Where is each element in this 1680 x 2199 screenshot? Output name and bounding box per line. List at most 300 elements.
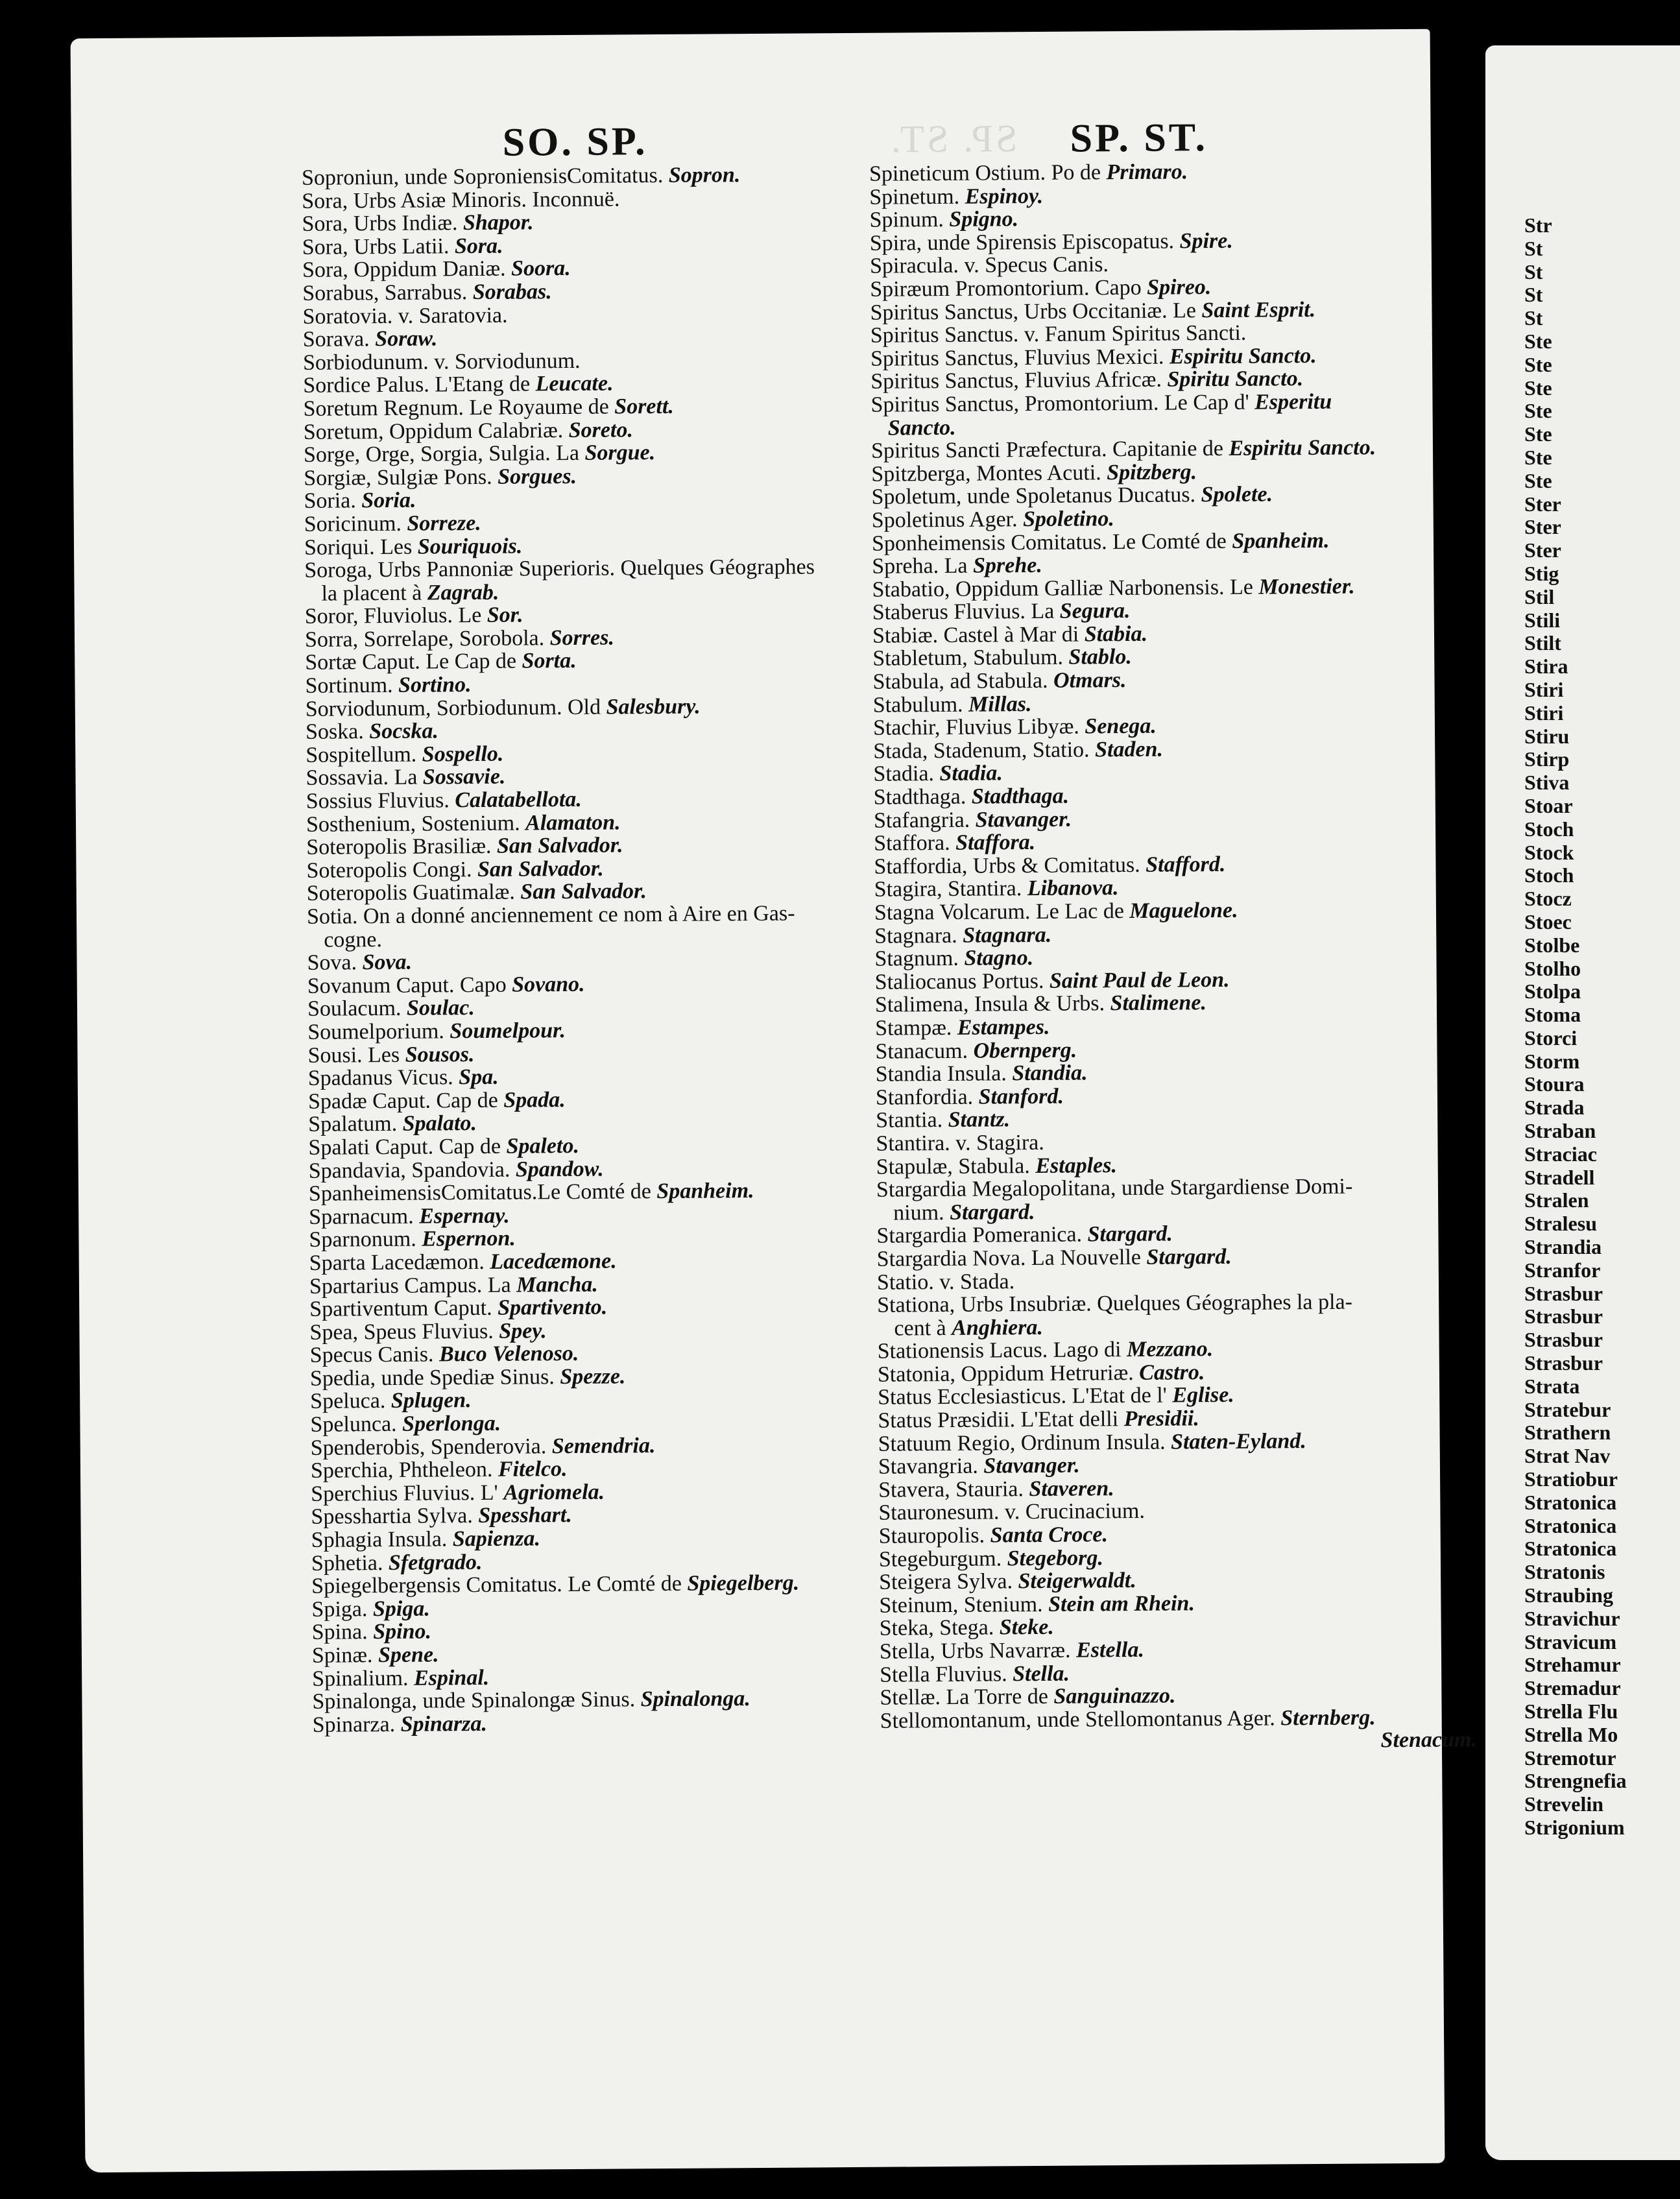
entry-latin: Stellæ. La Torre de <box>880 1685 1049 1710</box>
adjacent-fragment: Strasbur <box>1524 1304 1603 1328</box>
entry-vernacular: Primaro. <box>1106 160 1188 185</box>
entry-vernacular: Stablo. <box>1068 645 1132 670</box>
entry-latin: Spoletinus Ager. <box>871 507 1018 533</box>
adjacent-fragment: Stratonica <box>1524 1513 1617 1537</box>
entry-latin: Spiritus Sanctus, Urbs Occitaniæ. Le <box>870 298 1197 325</box>
entry-latin: Spadæ Caput. Cap de <box>307 1088 498 1114</box>
entry-latin: Soteropolis Congi. <box>306 857 472 883</box>
entry-vernacular: Soreto. <box>568 417 634 442</box>
entry-vernacular: Stein am Rhein. <box>1048 1591 1195 1616</box>
entry-latin: Sorava. <box>302 327 370 352</box>
adjacent-fragment: Ste <box>1524 329 1552 353</box>
entry-vernacular: Spanheim. <box>1232 528 1330 553</box>
entry-latin: Stagna Volcarum. Le Lac de <box>874 899 1124 925</box>
entry-vernacular: Spalato. <box>402 1111 477 1136</box>
adjacent-fragment: Stiva <box>1524 771 1570 795</box>
adjacent-fragment: Stratonis <box>1524 1560 1605 1584</box>
entry-vernacular: Eglise. <box>1172 1383 1234 1408</box>
entry-vernacular: Staveren. <box>1029 1476 1114 1501</box>
adjacent-fragment: Ste <box>1524 376 1552 400</box>
entry-vernacular: Spinalonga. <box>640 1687 750 1712</box>
entry-vernacular: Calatabellota. <box>455 787 582 813</box>
left-column <box>302 162 961 1736</box>
entry-latin: Spira, unde Spirensis Episcopatus. <box>869 229 1175 256</box>
adjacent-fragment: Strathern <box>1524 1421 1611 1445</box>
entry-vernacular: Spire. <box>1179 228 1233 254</box>
adjacent-fragment: Strehamur <box>1524 1653 1621 1677</box>
entry-latin: Sosthenium, Sostenium. <box>306 811 520 837</box>
entry-latin: Spinarza. <box>312 1712 396 1737</box>
entry-vernacular: Spandow. <box>515 1157 604 1182</box>
entry-vernacular: San Salvador. <box>520 879 647 904</box>
entry-vernacular: Sorreze. <box>407 511 481 536</box>
entry-latin: Stachir, Fluvius Libyæ. <box>872 714 1079 740</box>
entry-vernacular: Spada. <box>503 1087 566 1112</box>
entry-vernacular: Stabia. <box>1084 621 1148 647</box>
entry-vernacular: Stavanger. <box>983 1453 1080 1478</box>
entry-vernacular: Spaleto. <box>506 1133 580 1159</box>
entry-vernacular: Staden. <box>1094 737 1164 762</box>
entry-vernacular: Staffora. <box>955 830 1036 856</box>
entry-latin: Sousi. Les <box>307 1042 400 1068</box>
adjacent-fragment: Stremotur <box>1524 1746 1616 1770</box>
entry-vernacular: Sancto. <box>887 415 956 440</box>
adjacent-fragment: Stravicum <box>1524 1629 1617 1653</box>
adjacent-fragment: Stremadur <box>1524 1676 1621 1700</box>
entry-vernacular: Castro. <box>1139 1360 1205 1385</box>
adjacent-fragment: Strata <box>1524 1374 1580 1398</box>
entry-vernacular: Saint Paul de Leon. <box>1049 967 1230 993</box>
entry-vernacular: Anghiera. <box>952 1315 1044 1340</box>
entry-latin: Staliocanus Portus. <box>874 968 1044 994</box>
adjacent-fragment: Stralen <box>1524 1188 1589 1212</box>
entry-latin: Sponheimensis Comitatus. Le Comté de <box>871 529 1227 556</box>
adjacent-fragment: Stiri <box>1524 677 1564 701</box>
entry-latin: Stavangria. <box>878 1454 978 1479</box>
entry-latin: Spea, Speus Fluvius. <box>309 1319 494 1345</box>
adjacent-fragment: St <box>1524 259 1543 283</box>
adjacent-fragment: Strella Mo <box>1524 1722 1618 1746</box>
entry-latin: Spreha. La <box>872 553 968 579</box>
entry-vernacular: Stanford. <box>978 1084 1064 1109</box>
entry-vernacular: Espernon. <box>422 1226 516 1251</box>
entry-vernacular: Stargard. <box>1087 1221 1173 1247</box>
entry-vernacular: Lacedæmone. <box>490 1249 617 1274</box>
entry-vernacular: Buco Velenoso. <box>438 1341 579 1367</box>
entry-latin: Steka, Stega. <box>879 1615 994 1641</box>
entry-vernacular: Stalimene. <box>1110 991 1207 1016</box>
entry-latin: Soroga, Urbs Pannoniæ Superioris. Quelques Géographes <box>304 555 815 583</box>
entry-latin: nium. <box>893 1200 944 1225</box>
entry-latin: Sparnacum. <box>309 1204 414 1229</box>
entry-vernacular: Sorta. <box>522 649 577 673</box>
adjacent-fragment: Straciac <box>1524 1142 1597 1166</box>
entry-latin: Spiritus Sancti Præfectura. Capitanie de <box>870 437 1224 463</box>
adjacent-fragment: Stolpa <box>1524 979 1581 1003</box>
adjacent-fragment: Straubing <box>1524 1583 1613 1607</box>
entry-latin: la placent à <box>321 581 422 606</box>
entry-latin: Soulacum. <box>307 996 402 1022</box>
entry-vernacular: Maguelone. <box>1129 898 1238 923</box>
adjacent-fragment: Stocz <box>1524 887 1572 911</box>
entry-vernacular: Souriquois. <box>417 534 523 559</box>
entry-vernacular: Standia. <box>1012 1061 1088 1086</box>
entry-latin: Sperchia, Phtheleon. <box>310 1458 493 1484</box>
adjacent-fragment: St <box>1524 283 1543 307</box>
entry-latin: Staffordia, Urbs & Comitatus. <box>874 852 1140 879</box>
entry-latin: Sparnonum. <box>309 1227 416 1253</box>
entry-latin: Stalimena, Insula & Urbs. <box>874 991 1105 1018</box>
entry-latin: SpanheimensisComitatus.Le Comté de <box>308 1179 651 1206</box>
entry-latin: Spiracula. v. Specus Canis. <box>869 252 1109 279</box>
entry-vernacular: Stafford. <box>1146 852 1226 877</box>
entry-latin: Spiræum Promontorium. Capo <box>870 275 1142 302</box>
entry-vernacular: Soria. <box>361 488 416 513</box>
entry-vernacular: Stagno. <box>964 946 1034 970</box>
adjacent-fragment: Stratebur <box>1524 1397 1611 1421</box>
adjacent-fragment: Straban <box>1524 1119 1596 1143</box>
entry-latin: Spineticum Ostium. Po de <box>869 160 1101 186</box>
entry-latin: Spalati Caput. Cap de <box>308 1134 501 1160</box>
adjacent-fragment: Stratonica <box>1524 1490 1617 1514</box>
entry-vernacular: Spiritu Sancto. <box>1167 367 1304 392</box>
adjacent-fragment: Stig <box>1524 561 1559 585</box>
adjacent-fragment: Stolbe <box>1524 933 1580 957</box>
entry-vernacular: Libanova. <box>1027 876 1119 901</box>
entry-latin: Spinalium. <box>312 1666 409 1691</box>
adjacent-fragment: Strengnefia <box>1524 1769 1627 1793</box>
entry-vernacular: Soulac. <box>406 996 475 1021</box>
entry-vernacular: Estaples. <box>1035 1153 1118 1178</box>
entry-latin: Soteropolis Guatimalæ. <box>306 880 515 906</box>
entry-latin: Spinæ. <box>311 1643 373 1668</box>
entry-latin: Soricinum. <box>304 511 402 536</box>
entry-vernacular: Sorgues. <box>498 464 577 489</box>
entry-vernacular: Agriomela. <box>503 1480 605 1505</box>
entry-latin: cogne. <box>324 927 383 952</box>
entry-latin: Stargardia Nova. La Nouvelle <box>876 1245 1142 1271</box>
entry-vernacular: Sorett. <box>614 394 674 419</box>
entry-vernacular: Fitelco. <box>498 1457 568 1482</box>
adjacent-fragment: Ste <box>1524 352 1552 376</box>
entry-vernacular: Mancha. <box>516 1272 598 1297</box>
bleed-through-text: SP. ST. <box>888 117 1018 161</box>
adjacent-fragment: Ste <box>1524 422 1552 446</box>
adjacent-fragment: Stilt <box>1524 631 1561 655</box>
entry-vernacular: Stenacum. <box>1380 1727 1478 1753</box>
entry-latin: Statonia, Oppidum Hetruriæ. <box>877 1360 1134 1387</box>
entry-vernacular: Sossavie. <box>422 765 506 790</box>
entry-vernacular: Spigno. <box>949 207 1019 232</box>
entry-latin: Soteropolis Brasiliæ. <box>306 834 492 860</box>
entry-vernacular: Stantz. <box>948 1107 1011 1133</box>
entry-vernacular: Sora. <box>454 234 503 259</box>
adjacent-fragment: Stiri <box>1524 701 1564 725</box>
entry-latin: Sortinum. <box>305 673 393 698</box>
entry-vernacular: Stella. <box>1013 1661 1070 1686</box>
adjacent-fragment: Strada <box>1524 1096 1585 1120</box>
entry-vernacular: Sapienza. <box>452 1526 541 1552</box>
entry-latin: Sparta Lacedæmon. <box>309 1249 485 1275</box>
adjacent-fragment: Storm <box>1524 1049 1580 1073</box>
entry-latin: Spiegelbergensis Comitatus. Le Comté de <box>311 1572 682 1599</box>
entry-latin: Soumelporium. <box>307 1019 444 1044</box>
adjacent-fragment: Strandia <box>1524 1235 1602 1259</box>
entry-latin: Sotia. On a donné anciennement ce nom à Aire en Gas- <box>306 901 795 929</box>
adjacent-fragment: Stoma <box>1524 1003 1581 1027</box>
entry-latin: Staberus Fluvius. La <box>872 599 1055 625</box>
entry-latin: Spiritus Sanctus, Fluvius Mexici. <box>870 344 1164 371</box>
entry-vernacular: Salesbury. <box>606 694 701 719</box>
entry-latin: Statio. v. Stada. <box>876 1269 1015 1295</box>
entry-latin: Sora, Urbs Asiæ Minoris. Inconnuë. <box>302 187 620 213</box>
entry-vernacular: Sova. <box>362 950 413 975</box>
entry-latin: Stagira, Stantira. <box>874 876 1022 902</box>
entry-latin: Soretum, Oppidum Calabriæ. <box>303 418 564 444</box>
entry-latin: Sovanum Caput. Capo <box>307 972 507 998</box>
entry-latin: Spartiventum Caput. <box>309 1295 492 1321</box>
entry-latin: Sorra, Sorrelape, Sorobola. <box>304 626 545 652</box>
entry-latin: Soratovia. v. Saratovia. <box>302 303 508 329</box>
entry-latin: Spinalonga, unde Spinalongæ Sinus. <box>312 1687 636 1714</box>
entry-latin: Soriqui. Les <box>304 535 413 560</box>
entry-vernacular: Soumelpour. <box>450 1018 566 1044</box>
adjacent-fragment: Stil <box>1524 584 1555 608</box>
adjacent-fragment: Stoch <box>1524 863 1574 887</box>
entry-latin: Statuum Regio, Ordinum Insula. <box>878 1430 1166 1456</box>
entry-latin: Sora, Urbs Indiæ. <box>302 211 458 237</box>
entry-vernacular: San Salvador. <box>477 856 604 882</box>
entry-latin: Sorgiæ, Sulgiæ Pons. <box>304 464 492 490</box>
entry-vernacular: Spesshart. <box>478 1503 572 1528</box>
entry-latin: Spoletum, unde Spoletanus Ducatus. <box>871 483 1196 510</box>
adjacent-fragment: Stratiobur <box>1524 1467 1618 1491</box>
adjacent-fragment: Stirp <box>1524 747 1570 771</box>
entry-latin: Stapulæ, Stabula. <box>876 1153 1030 1179</box>
adjacent-fragment: Stoch <box>1524 817 1574 841</box>
entry-vernacular: Sanguinazzo. <box>1053 1683 1176 1709</box>
entry-vernacular: Leucate. <box>535 371 614 396</box>
entry-vernacular: Spezze. <box>560 1364 626 1389</box>
adjacent-fragment: Stralesu <box>1524 1212 1597 1236</box>
entry-latin: Stabletum, Stabulum. <box>872 645 1064 671</box>
entry-latin: Steinum, Stenium. <box>879 1592 1043 1618</box>
adjacent-fragment: Stoura <box>1524 1072 1585 1096</box>
entry-vernacular: Spey. <box>499 1318 547 1343</box>
adjacent-fragment: Strigonium <box>1524 1815 1625 1839</box>
adjacent-fragment: Stoec <box>1524 909 1572 933</box>
adjacent-fragment: Stoar <box>1524 793 1573 817</box>
entry-latin: Sorviodunum, Sorbiodunum. Old <box>305 695 601 721</box>
entry-vernacular: Stargard. <box>1146 1244 1232 1269</box>
entry-vernacular: Staten-Eyland. <box>1170 1428 1306 1454</box>
adjacent-fragment: Stradell <box>1524 1165 1595 1189</box>
entry-vernacular: Santa Croce. <box>990 1522 1109 1548</box>
left-column-header: SO. SP. <box>502 119 648 165</box>
entry-vernacular: Spolete. <box>1201 482 1273 507</box>
entry-latin: cent à <box>894 1316 946 1341</box>
entry-vernacular: Sorabas. <box>472 280 552 305</box>
entry-latin: Soska. <box>305 719 364 745</box>
adjacent-fragment: Stolho <box>1524 956 1581 980</box>
adjacent-fragment: Stira <box>1524 655 1568 679</box>
adjacent-fragment: Strasbur <box>1524 1281 1603 1305</box>
entry-latin: Spinetum. <box>869 184 960 210</box>
entry-vernacular: Shapor. <box>462 210 534 235</box>
entry-latin: Sora, Oppidum Daniæ. <box>302 257 506 283</box>
entry-latin: Stauronesum. v. Crucinacium. <box>878 1499 1146 1526</box>
entry-vernacular: Spiga. <box>372 1596 430 1621</box>
entry-vernacular: Zagrab. <box>427 580 499 605</box>
adjacent-fragment: Stravichur <box>1524 1606 1620 1630</box>
adjacent-fragment: Ste <box>1524 468 1552 492</box>
entry-vernacular: Monestier. <box>1258 574 1355 599</box>
entry-latin: Soretum Regnum. Le Royaume de <box>303 394 609 421</box>
entry-latin: Stadia. <box>873 762 935 787</box>
adjacent-fragment: Strasbur <box>1524 1328 1603 1352</box>
entry-latin: Sospitellum. <box>306 742 417 767</box>
dictionary-entry <box>313 1709 961 1737</box>
entry-vernacular: Sternberg. <box>1280 1705 1376 1731</box>
entry-vernacular: Stadia. <box>939 761 1003 786</box>
entry-vernacular: Spoletino. <box>1022 507 1114 532</box>
entry-vernacular: Espinoy. <box>965 184 1044 209</box>
entry-latin: Spedia, unde Spediæ Sinus. <box>309 1365 555 1391</box>
entry-latin: Sora, Urbs Latii. <box>302 234 450 259</box>
entry-latin: Stafangria. <box>873 808 970 833</box>
entry-latin: Stegeburgum. <box>878 1546 1002 1572</box>
entry-latin: Status Præsidii. L'Etat delli <box>878 1407 1119 1433</box>
entry-vernacular: Sorgue. <box>584 440 656 465</box>
entry-vernacular: Splugen. <box>390 1388 472 1413</box>
entry-vernacular: Stagnara. <box>963 922 1052 948</box>
entry-vernacular: Estampes. <box>957 1015 1050 1040</box>
entry-latin: Spiga. <box>311 1597 368 1622</box>
entry-latin: Spiritus Sanctus, Promontorium. Le Cap d' <box>870 390 1249 417</box>
right-column-header: SP. ST. <box>1070 115 1208 161</box>
entry-latin: Spelunca. <box>310 1412 397 1437</box>
adjacent-fragment: Ster <box>1524 492 1561 516</box>
entry-vernacular: Espinal. <box>413 1665 490 1690</box>
entry-vernacular: Sperlonga. <box>402 1411 501 1436</box>
entry-vernacular: Otmars. <box>1053 668 1127 693</box>
adjacent-fragment: Strella Flu <box>1524 1700 1618 1723</box>
entry-latin: Soror, Fluviolus. Le <box>304 603 482 629</box>
adjacent-fragment: Storci <box>1524 1026 1578 1050</box>
entry-vernacular: Segura. <box>1059 599 1131 624</box>
entry-vernacular: Espiritu Sancto. <box>1229 435 1376 461</box>
entry-vernacular: Spinarza. <box>400 1711 488 1736</box>
entry-latin: Spalatum. <box>308 1112 398 1137</box>
entry-latin: Stampæ. <box>875 1015 952 1040</box>
entry-vernacular: Alamaton. <box>525 810 621 835</box>
entry-latin: Stavera, Stauria. <box>878 1476 1024 1502</box>
entry-latin: Sorge, Orge, Sorgia, Sulgia. La <box>303 441 580 467</box>
entry-latin: Sossavia. La <box>306 765 418 791</box>
entry-vernacular: Socska. <box>369 719 439 744</box>
adjacent-fragment: Strasbur <box>1524 1351 1603 1375</box>
adjacent-page <box>1485 45 1680 2160</box>
entry-vernacular: Esperitu <box>1254 389 1332 415</box>
entry-vernacular: Semendria. <box>551 1433 656 1458</box>
adjacent-fragment: Strat Nav <box>1524 1444 1611 1468</box>
entry-latin: Spadanus Vicus. <box>307 1065 453 1090</box>
entry-vernacular: Spino. <box>373 1619 432 1644</box>
entry-vernacular: Sorres. <box>549 625 615 651</box>
entry-latin: Spenderobis, Spenderovia. <box>310 1434 547 1460</box>
adjacent-fragment: St <box>1524 236 1543 260</box>
entry-vernacular: Spartivento. <box>498 1295 608 1320</box>
adjacent-page-fragments <box>1524 214 1627 1840</box>
entry-latin: Sortæ Caput. Le Cap de <box>305 649 517 675</box>
entry-vernacular: Saint Esprit. <box>1201 297 1316 322</box>
adjacent-fragment: Stratonica <box>1524 1537 1617 1561</box>
entry-latin: Stantia. <box>876 1108 943 1133</box>
entry-vernacular: Millas. <box>968 691 1032 717</box>
right-column <box>869 158 1496 1756</box>
entry-latin: Sphetia. <box>311 1550 383 1576</box>
entry-latin: Sova. <box>307 950 357 976</box>
entry-latin: Specus Canis. <box>309 1342 434 1368</box>
entry-vernacular: Presidii. <box>1123 1406 1199 1432</box>
adjacent-fragment: Stiru <box>1524 724 1570 748</box>
entry-latin: Stabulum. <box>872 692 963 717</box>
entry-latin: Standia Insula. <box>875 1061 1007 1087</box>
entry-latin: Stagnara. <box>874 923 957 948</box>
entry-vernacular: Steke. <box>999 1615 1054 1640</box>
entry-latin: Steigera Sylva. <box>879 1569 1013 1594</box>
adjacent-fragment: Ster <box>1524 515 1561 539</box>
entry-latin: Staffora. <box>874 831 950 856</box>
entry-latin: Sperchius Fluvius. L' <box>311 1480 498 1506</box>
entry-latin: Spandavia, Spandovia. <box>308 1157 510 1183</box>
entry-vernacular: Spanheim. <box>656 1179 754 1204</box>
entry-vernacular: Obernperg. <box>973 1038 1077 1063</box>
entry-latin: Stationa, Urbs Insubriæ. Quelques Géographes la pla- <box>877 1290 1353 1317</box>
entry-latin: Spinum. <box>869 208 944 232</box>
entry-vernacular: Sousos. <box>405 1042 475 1067</box>
entry-latin: Spiritus Sanctus. v. Fanum Spiritus Sancti. <box>870 320 1247 348</box>
entry-vernacular: Spiegelberg. <box>687 1570 800 1596</box>
entry-latin: Stabiæ. Castel à Mar di <box>872 622 1079 648</box>
dictionary-entry <box>880 1728 1496 1755</box>
adjacent-fragment: Strevelin <box>1524 1792 1604 1816</box>
entry-vernacular: Sfetgrado. <box>388 1550 483 1575</box>
adjacent-fragment: Ster <box>1524 538 1561 562</box>
entry-latin: Stellomontanum, unde Stellomontanus Ager. <box>880 1706 1275 1733</box>
entry-latin: Sossius Fluvius. <box>306 788 450 813</box>
entry-vernacular: Steigerwaldt. <box>1018 1568 1136 1594</box>
entry-latin: Stella, Urbs Navarræ. <box>879 1638 1071 1664</box>
entry-latin: Status Ecclesiasticus. L'Etat de l' <box>878 1384 1167 1410</box>
adjacent-fragment: Ste <box>1524 445 1552 469</box>
entry-latin: Stadthaga. <box>873 784 966 810</box>
entry-latin: Stagnum. <box>874 946 959 971</box>
entry-latin: Spina. <box>311 1620 368 1645</box>
entry-latin: Stauropolis. <box>878 1523 985 1548</box>
entry-latin: Speluca. <box>310 1389 386 1414</box>
entry-vernacular: Stadthaga. <box>971 784 1070 809</box>
entry-vernacular: Soraw. <box>375 326 438 352</box>
entry-latin: Stargardia Pomeranica. <box>876 1222 1083 1249</box>
entry-latin: Sordice Palus. L'Etang de <box>303 372 531 398</box>
entry-vernacular: Stegeborg. <box>1007 1545 1104 1570</box>
entry-vernacular: Sovano. <box>512 972 585 997</box>
entry-vernacular: Spene. <box>378 1642 439 1668</box>
entry-vernacular: San Salvador. <box>496 833 623 859</box>
entry-latin: Sphagia Insula. <box>311 1527 448 1552</box>
entry-latin: Stada, Stadenum, Statio. <box>873 738 1090 763</box>
